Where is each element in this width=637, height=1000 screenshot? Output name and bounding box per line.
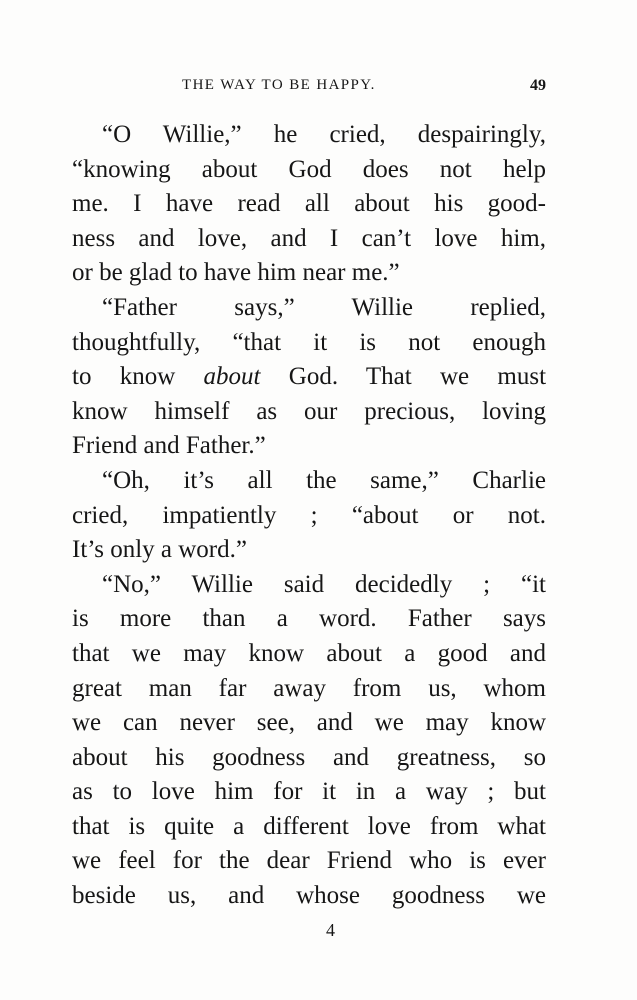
text-line: great man far away from us, whom xyxy=(72,674,546,702)
signature-mark: 4 xyxy=(326,920,335,940)
text-line-with-italic xyxy=(72,360,546,395)
body-text xyxy=(72,118,546,914)
text-fragment: to know xyxy=(72,363,204,391)
running-title: THE WAY TO BE HAPPY. xyxy=(182,77,376,93)
text-line: is more than a word. Father says xyxy=(72,605,546,633)
text-line: It’s only a word.” xyxy=(72,536,247,564)
text-line: we feel for the dear Friend who is ever xyxy=(72,847,546,875)
text-line: that we may know about a good and xyxy=(72,639,546,667)
text-line: “Father says,” Willie replied, xyxy=(102,293,546,321)
running-head xyxy=(72,77,546,101)
page-number: 49 xyxy=(530,77,546,94)
text-fragment: God. That we must xyxy=(260,363,547,391)
text-line: or be glad to have him near me.” xyxy=(72,259,400,287)
text-line: “Oh, it’s all the same,” Charlie xyxy=(102,466,546,494)
text-line: that is quite a different love from what xyxy=(72,812,546,840)
text-line: me. I have read all about his good- xyxy=(72,190,546,218)
text-line: about his goodness and greatness, so xyxy=(72,743,546,771)
text-line: beside us, and whose goodness we xyxy=(72,882,546,910)
italic-word: about xyxy=(203,363,261,391)
text-line: know himself as our precious, loving xyxy=(72,397,546,425)
text-line: “O Willie,” he cried, despairingly, xyxy=(102,121,546,148)
text-line: Friend and Father.” xyxy=(72,432,266,460)
text-line: we can never see, and we may know xyxy=(72,709,546,737)
text-line: thoughtfully, “that it is not enough xyxy=(72,328,546,356)
text-line: as to love him for it in a way ; but xyxy=(72,778,546,806)
text-line: “knowing about God does not help xyxy=(72,155,546,183)
text-line: “No,” Willie said decidedly ; “it xyxy=(102,570,546,598)
text-line: ness and love, and I can’t love him, xyxy=(72,224,546,252)
text-line: cried, impatiently ; “about or not. xyxy=(72,501,546,529)
